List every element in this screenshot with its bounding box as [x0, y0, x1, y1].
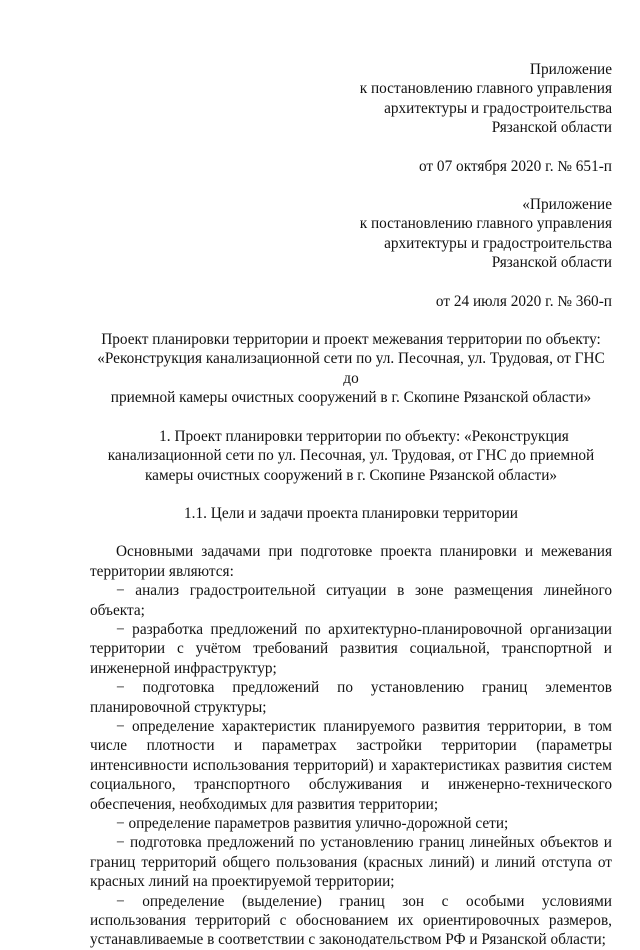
list-item: − определение характеристик планируемого развития территории, в том числе плотности и параметрах застройки территории (параметры интенсивности использования территорий) и характеристиках развития систем социального, транспортного обслуживания и инженерно-технического обеспечения, необходимых для развития территории;	[90, 717, 612, 813]
title-line: «Реконструкция канализационной сети по ул. Песочная, ул. Трудовая, от ГНС до	[97, 350, 605, 387]
subsection-heading: 1.1. Цели и задачи проекта планировки территории	[184, 504, 518, 522]
document-title	[90, 330, 612, 408]
list-item: − подготовка предложений по установлению границ элементов планировочной структуры;	[90, 679, 612, 716]
list-item: − определение (выделение) границ зон с особыми условиями использования территорий с обоснованием их ориентировочных размеров, устанавливаемые в соответствии с законодательством РФ и Рязанской области;	[90, 892, 612, 949]
quoted-appendix-header	[90, 195, 612, 311]
appendix-header	[90, 60, 612, 176]
header-line: к постановлению главного управления	[359, 80, 612, 98]
title-line: Проект планировки территории и проект межевания территории по объекту:	[101, 331, 601, 349]
header-line: к постановлению главного управления	[359, 215, 612, 233]
task-list	[90, 581, 612, 950]
section-line: камеры очистных сооружений в г. Скопине Рязанской области»	[144, 466, 558, 484]
list-item: − определение параметров развития улично-дорожной сети;	[116, 815, 509, 832]
header-date: от 07 октября 2020 г. № 651-п	[418, 157, 612, 175]
intro-paragraph: Основными задачами при подготовке проекта планировки и межевания территории являются:	[90, 543, 612, 580]
header-line: архитектуры и градостроительства	[384, 99, 612, 117]
section-heading	[90, 427, 612, 485]
header-date: от 24 июля 2020 г. № 360-п	[435, 292, 612, 310]
header-line: Рязанской области	[491, 254, 612, 272]
list-item: − анализ градостроительной ситуации в зоне размещения линейного объекта;	[90, 582, 612, 619]
list-item: − разработка предложений по архитектурно-планировочной организации территории с учётом требований развития социальной, транспортной и инженерной инфраструктур;	[90, 620, 612, 677]
header-line: Рязанской области	[491, 119, 612, 137]
section-line: 1. Проект планировки территории по объекту: «Реконструкция	[159, 427, 569, 445]
header-line: «Приложение	[522, 196, 612, 214]
header-line: Приложение	[529, 61, 612, 78]
section-line: канализационной сети по ул. Песочная, ул. Трудовая, от ГНС до приемной	[107, 447, 595, 465]
title-line: приемной камеры очистных сооружений в г. Скопине Рязанской области»	[110, 389, 592, 407]
header-line: архитектуры и градостроительства	[384, 234, 612, 252]
list-item: − подготовка предложений по установлению границ линейных объектов и границ территорий общего пользования (красных линий) и линий отступа от красных линий на проектируемой территории;	[90, 834, 612, 891]
